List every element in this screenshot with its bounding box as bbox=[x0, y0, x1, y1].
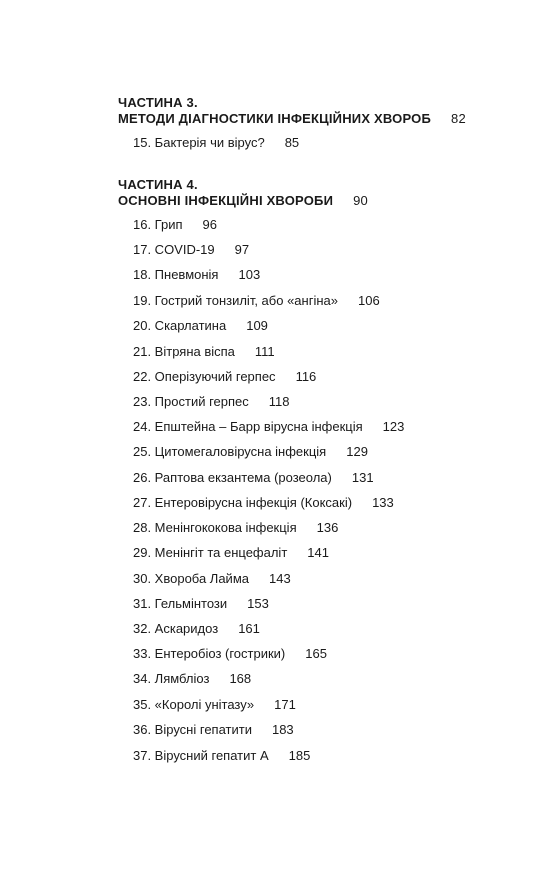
page-number: 143 bbox=[268, 571, 291, 586]
entry-title: 16. Грип bbox=[133, 217, 183, 232]
toc-entry bbox=[133, 344, 275, 360]
part-3-heading bbox=[118, 95, 466, 127]
page-number: 153 bbox=[247, 596, 269, 611]
toc-entry bbox=[133, 697, 296, 713]
entry-title: 24. Епштейна – Барр вірусна інфекція bbox=[133, 419, 363, 434]
part-label: ЧАСТИНА 4. bbox=[118, 177, 198, 192]
entry-title: 21. Вітряна віспа bbox=[133, 344, 235, 359]
toc-entry bbox=[133, 318, 268, 334]
part-4-heading bbox=[118, 177, 368, 209]
toc-entry bbox=[133, 293, 380, 309]
page-number: 103 bbox=[238, 267, 261, 282]
part-title bbox=[118, 193, 368, 209]
entry-title: 32. Аскаридоз bbox=[133, 621, 219, 636]
toc-entry bbox=[133, 748, 310, 764]
entry-title: 22. Оперізуючий герпес bbox=[133, 369, 276, 384]
toc-entry bbox=[133, 722, 294, 738]
page-number: 133 bbox=[372, 495, 394, 510]
page-number: 85 bbox=[284, 135, 300, 150]
toc-entry bbox=[133, 621, 260, 637]
entry-title: 35. «Королі унітазу» bbox=[133, 697, 255, 712]
page-number: 136 bbox=[316, 520, 339, 535]
toc-entry bbox=[133, 671, 251, 687]
page-number: 97 bbox=[234, 242, 250, 257]
entry-title: 15. Бактерія чи вірус? bbox=[133, 135, 265, 150]
toc-entry bbox=[133, 520, 338, 536]
page-number: 106 bbox=[357, 293, 380, 308]
page-number: 131 bbox=[351, 470, 374, 485]
page-number: 161 bbox=[238, 621, 260, 636]
toc-entry bbox=[133, 470, 374, 486]
page-number: 118 bbox=[268, 394, 290, 409]
entry-title: 30. Хвороба Лайма bbox=[133, 571, 249, 586]
page-number: 185 bbox=[288, 748, 311, 763]
entry-title: 18. Пневмонія bbox=[133, 267, 219, 282]
entry-title: 27. Ентеровірусна інфекція (Коксакі) bbox=[133, 495, 353, 510]
entry-title: 19. Гострий тонзиліт, або «ангіна» bbox=[133, 293, 338, 308]
toc-entry bbox=[133, 419, 404, 435]
part-title-text: МЕТОДИ ДІАГНОСТИКИ ІНФЕКЦІЙНИХ ХВОРОБ bbox=[118, 111, 432, 126]
page-number: 165 bbox=[305, 646, 327, 661]
toc-entry bbox=[133, 596, 269, 612]
page-number: 116 bbox=[295, 369, 317, 384]
entry-title: 31. Гельмінтози bbox=[133, 596, 228, 611]
entry-title: 25. Цитомегаловірусна інфекція bbox=[133, 444, 327, 459]
page-number: 90 bbox=[353, 193, 368, 208]
page-number: 109 bbox=[246, 318, 268, 333]
page-number: 82 bbox=[451, 111, 466, 126]
page-number: 141 bbox=[307, 545, 329, 560]
entry-title: 20. Скарлатина bbox=[133, 318, 227, 333]
entry-title: 34. Лямбліоз bbox=[133, 671, 210, 686]
page-number: 183 bbox=[271, 722, 294, 737]
entry-title: 17. COVID-19 bbox=[133, 242, 215, 257]
entry-title: 23. Простий герпес bbox=[133, 394, 249, 409]
toc-entry bbox=[133, 444, 368, 460]
toc-entry bbox=[133, 571, 291, 587]
entry-title: 28. Менінгококова інфекція bbox=[133, 520, 297, 535]
page-number: 129 bbox=[346, 444, 368, 459]
entry-title: 29. Менінгіт та енцефаліт bbox=[133, 545, 288, 560]
part-title bbox=[118, 111, 466, 127]
part-title-text: ОСНОВНІ ІНФЕКЦІЙНІ ХВОРОБИ bbox=[118, 193, 334, 208]
toc-entry bbox=[133, 135, 299, 151]
page-number: 171 bbox=[274, 697, 296, 712]
page-number: 96 bbox=[202, 217, 217, 232]
entry-title: 37. Вірусний гепатит А bbox=[133, 748, 269, 763]
page-number: 168 bbox=[229, 671, 252, 686]
page-number: 111 bbox=[254, 344, 275, 359]
entry-title: 36. Вірусні гепатити bbox=[133, 722, 252, 737]
toc-entry bbox=[133, 646, 327, 662]
entry-title: 33. Ентеробіоз (гострики) bbox=[133, 646, 286, 661]
toc-entry bbox=[133, 394, 290, 410]
toc-entry bbox=[133, 267, 260, 283]
toc-entry bbox=[133, 242, 249, 258]
part-label: ЧАСТИНА 3. bbox=[118, 95, 198, 110]
toc-entry bbox=[133, 495, 394, 511]
page-number: 123 bbox=[382, 419, 405, 434]
toc-entry bbox=[133, 369, 316, 385]
entry-title: 26. Раптова екзантема (розеола) bbox=[133, 470, 332, 485]
toc-entry bbox=[133, 545, 329, 561]
toc-entry bbox=[133, 217, 217, 233]
